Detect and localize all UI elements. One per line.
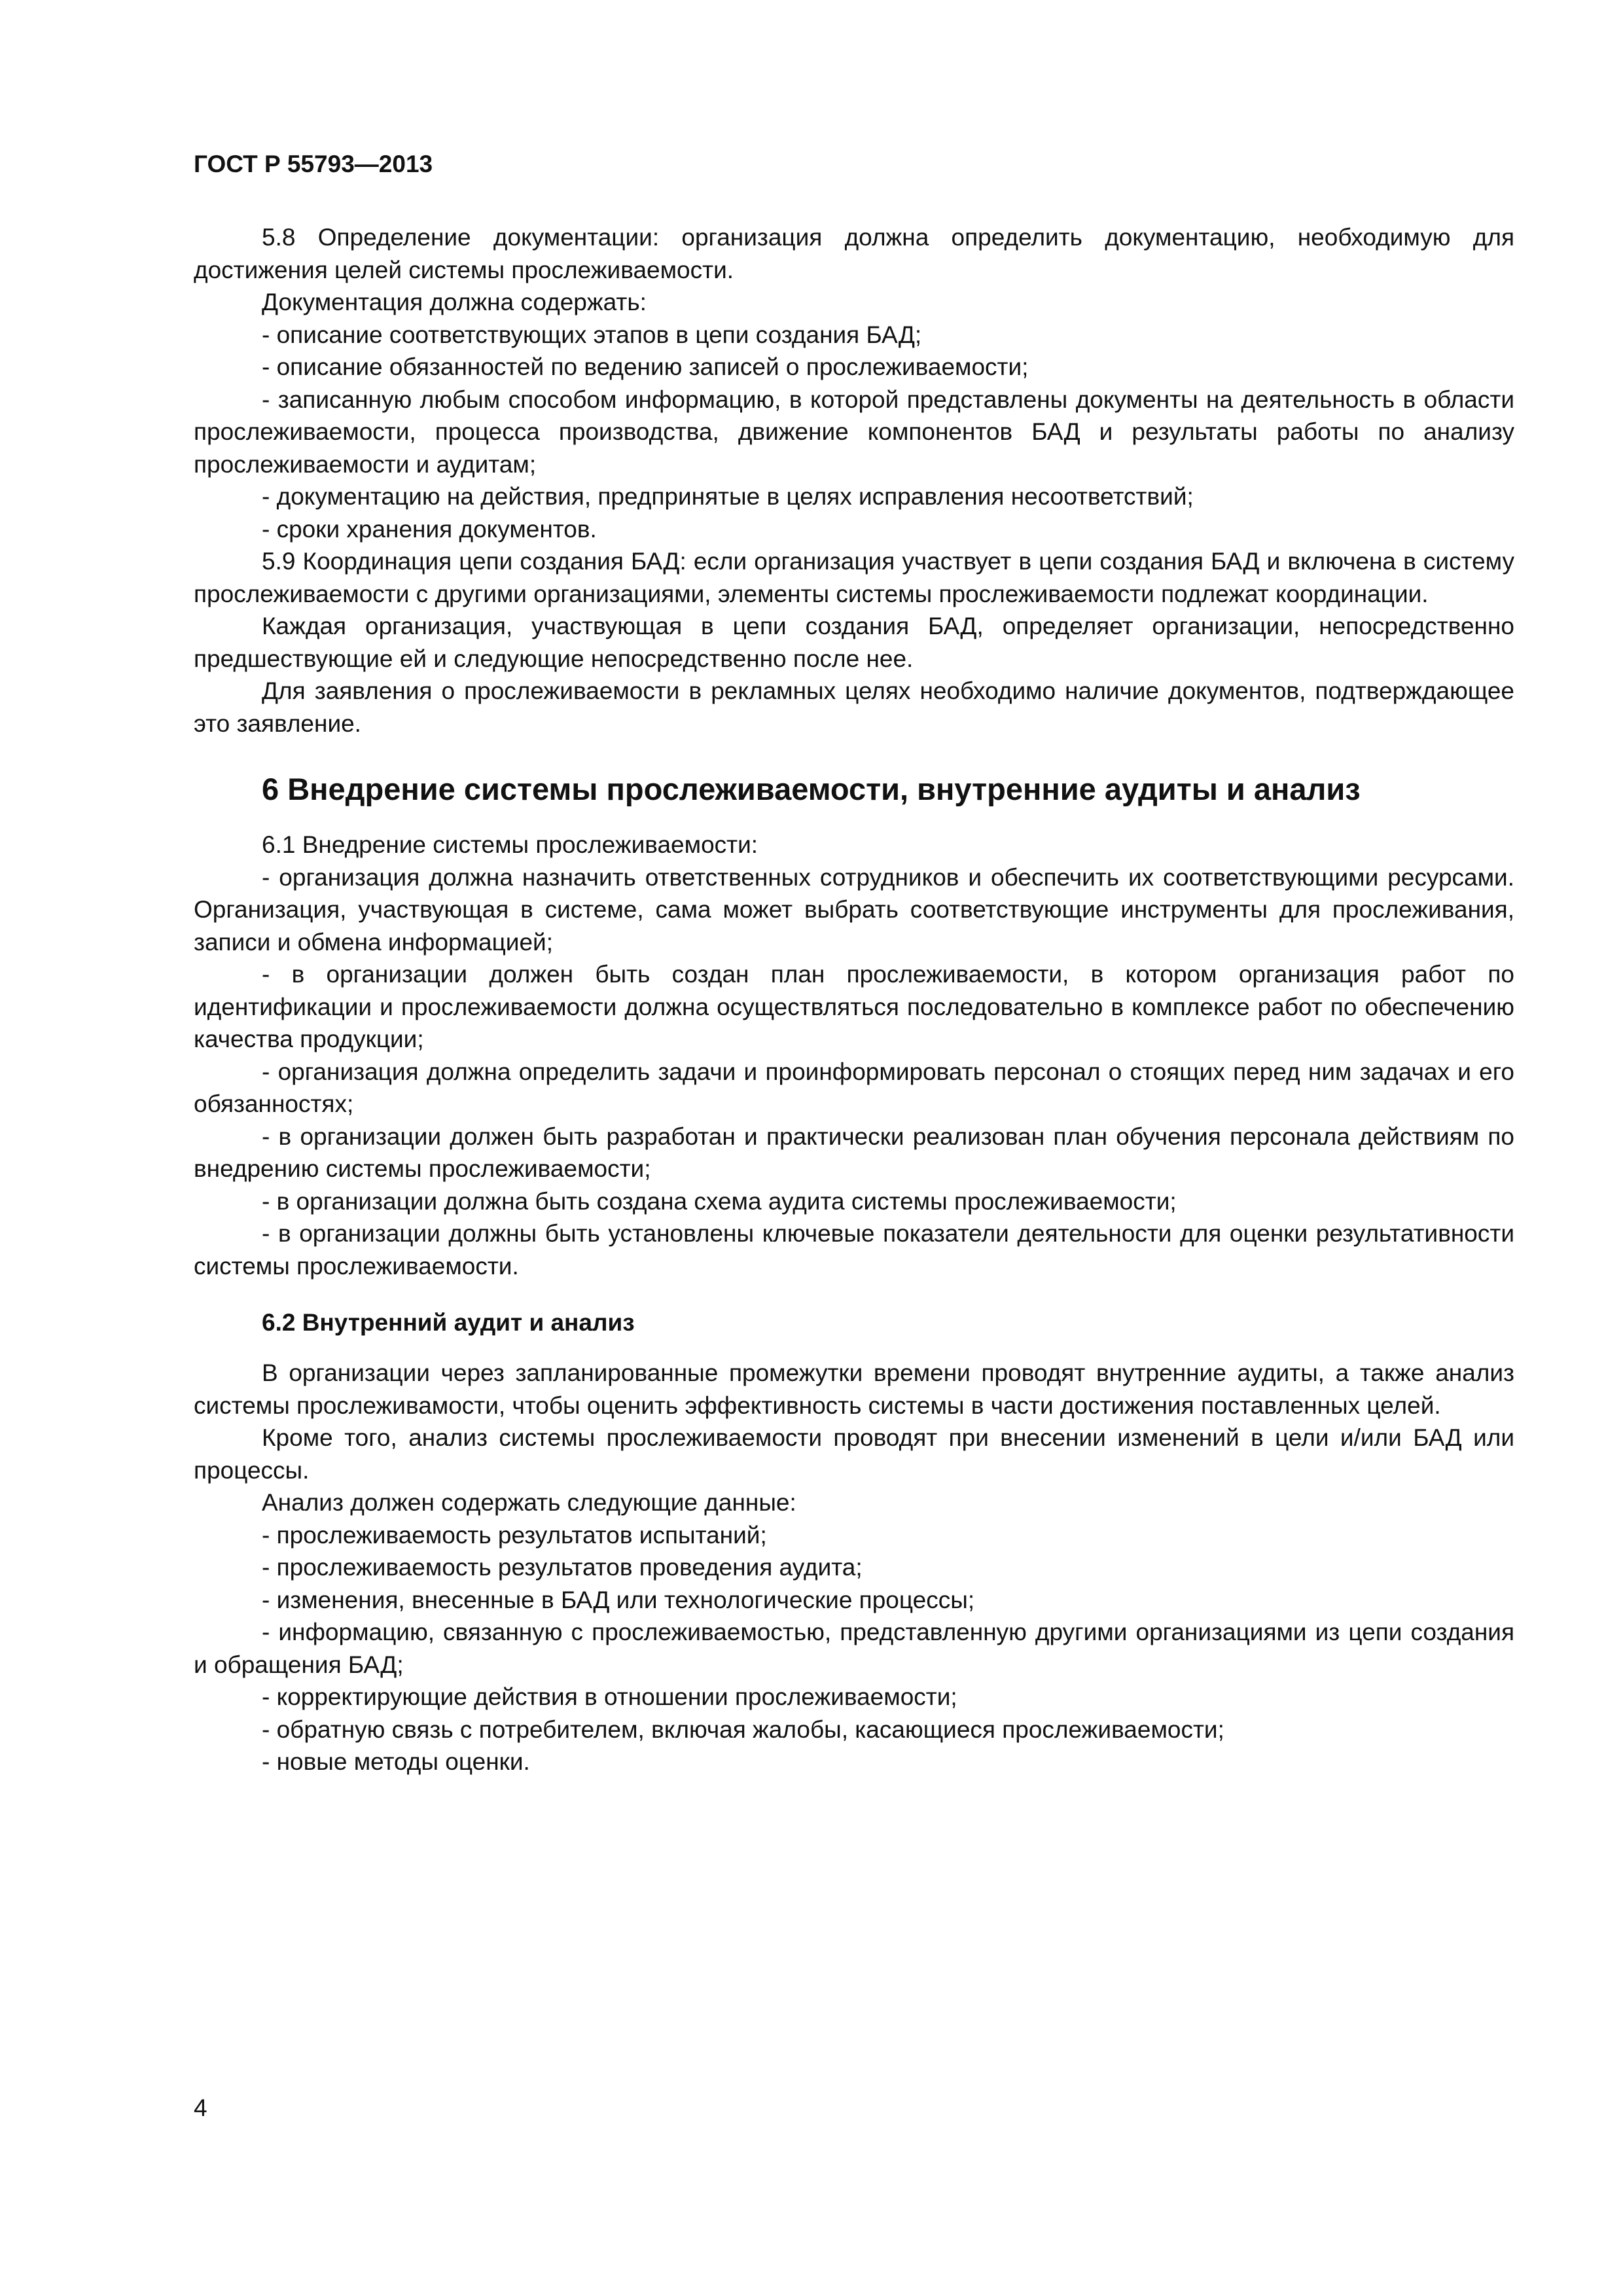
list-item: - обратную связь с потребителем, включая жалобы, касающиеся прослеживаемости; [262, 1715, 1224, 1743]
paragraph-5-8: 5.8 Определение документации: организация должна определить документацию, необходимую для достижения целей системы прослеживаемости. [194, 224, 1514, 283]
list-item: - в организации должен быть создан план прослеживаемости, в котором организация работ по идентификации и прослеживаемости должна осуществляться последовательно в комплексе работ по обеспечению качества продукции; [194, 961, 1514, 1052]
paragraph: Анализ должен содержать следующие данные: [262, 1489, 796, 1516]
paragraph-5-9: 5.9 Координация цепи создания БАД: если организация участвует в цепи создания БАД и включена в систему прослеживаемости с другими организациями, элементы системы прослеживаемости подлежат координации. [194, 548, 1514, 607]
list-item: - новые методы оценки. [262, 1748, 530, 1775]
list-item: - сроки хранения документов. [262, 515, 597, 543]
list-item: - описание обязанностей по ведению записей о прослеживаемости; [262, 353, 1029, 380]
paragraph-documentation-contents: Документация должна содержать: [262, 289, 647, 315]
list-item: - прослеживаемость результатов проведения аудита; [262, 1554, 863, 1581]
list-item: - прослеживаемость результатов испытаний; [262, 1521, 767, 1549]
list-item: - организация должна определить задачи и проинформировать персонал о стоящих перед ним задачах и его обязанностях; [194, 1058, 1514, 1117]
list-item: - организация должна назначить ответственных сотрудников и обеспечить их соответствующими ресурсами. Организация, участвующая в системе, сама может выбрать соответствующие инструменты для прослеживания, записи и обмена информацией; [194, 863, 1514, 956]
paragraph-6-1: 6.1 Внедрение системы прослеживаемости: [262, 831, 758, 858]
list-item: - в организации должны быть установлены ключевые показатели деятельности для оценки результативности системы прослеживаемости. [194, 1220, 1514, 1280]
list-item: - изменения, внесенные в БАД или технологические процессы; [262, 1586, 975, 1613]
page-content [194, 221, 1514, 1778]
list-item: - информацию, связанную с прослеживаемостью, представленную другими организациями из цепи создания и обращения БАД; [194, 1619, 1514, 1678]
subsection-6-2-heading: 6.2 Внутренний аудит и анализ [262, 1309, 635, 1336]
list-item: - в организации должен быть разработан и практически реализован план обучения персонала действиям по внедрению системы прослеживаемости; [194, 1122, 1514, 1182]
list-item: - записанную любым способом информацию, в которой представлены документы на деятельность в области прослеживаемости, процесса производства, движение компонентов БАД и результаты работы по анализу прослеживаемости и аудитам; [194, 386, 1514, 478]
section-6-heading: 6 Внедрение системы прослеживаемости, внутренние аудиты и анализ [262, 772, 1361, 806]
paragraph: Каждая организация, участвующая в цепи создания БАД, определяет организации, непосредственно предшествующие ей и следующие непосредственно после нее. [194, 613, 1514, 672]
standard-header: ГОСТ Р 55793—2013 [194, 151, 433, 177]
page-number: 4 [194, 2094, 207, 2121]
paragraph: Кроме того, анализ системы прослеживаемости проводят при внесении изменений в цели и/или БАД или процессы. [194, 1424, 1514, 1484]
list-item: - документацию на действия, предпринятые в целях исправления несоответствий; [262, 483, 1194, 510]
paragraph: Для заявления о прослеживаемости в рекламных целях необходимо наличие документов, подтверждающее это заявление. [194, 677, 1514, 737]
list-item: - описание соответствующих этапов в цепи создания БАД; [262, 321, 922, 348]
list-item: - в организации должна быть создана схема аудита системы прослеживаемости; [262, 1187, 1177, 1215]
list-item: - корректирующие действия в отношении прослеживаемости; [262, 1683, 957, 1710]
paragraph: В организации через запланированные промежутки времени проводят внутренние аудиты, а также анализ системы прослеживамости, чтобы оценить эффективность системы в части достижения поставленных целей. [194, 1359, 1514, 1419]
